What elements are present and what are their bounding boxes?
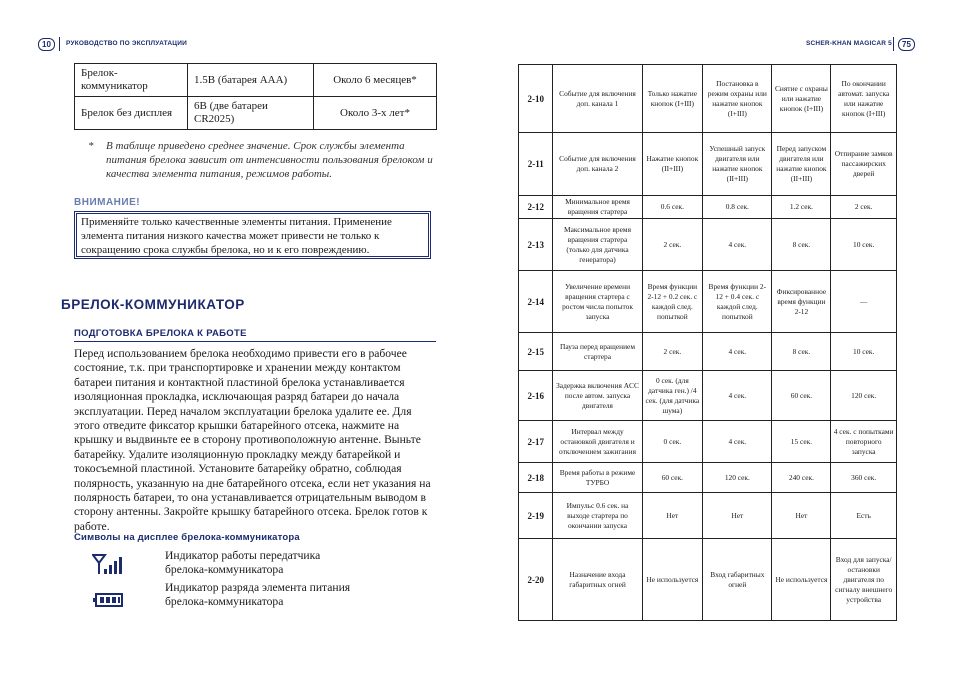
table-row xyxy=(519,371,897,421)
warning-text: Применяйте только качественные элементы питания. Применение элемента питания низкого качества может привести не только к сокращению срока службы брелока, но и к его повреждению. xyxy=(81,216,392,256)
setting-id: 2-16 xyxy=(519,371,553,421)
setting-value-3: Не используется xyxy=(772,539,831,621)
settings-table xyxy=(518,64,897,621)
setting-value-2: Время функции 2-12 + 0.4 сек. с каждой след. попыткой xyxy=(703,271,772,333)
setting-id: 2-14 xyxy=(519,271,553,333)
footnote-mark: * xyxy=(88,140,94,152)
table-row xyxy=(519,271,897,333)
setting-description: Увеличение времени вращения стартера с ростом числа попыток запуска xyxy=(553,271,642,333)
warning-title: ВНИМАНИЕ! xyxy=(74,197,141,208)
setting-value-2: 4 сек. xyxy=(703,371,772,421)
setting-value-2: 0.8 сек. xyxy=(703,196,772,219)
table-row xyxy=(519,133,897,196)
battery-device-cell: Брелок-коммуникатор xyxy=(75,64,188,97)
header-divider xyxy=(59,37,60,51)
table-row xyxy=(75,97,437,130)
table-row xyxy=(519,196,897,219)
table-row xyxy=(519,219,897,271)
battery-level-icon xyxy=(92,592,124,608)
setting-value-3: 60 сек. xyxy=(772,371,831,421)
subsection-title: ПОДГОТОВКА БРЕЛОКА К РАБОТЕ xyxy=(74,328,247,339)
body-paragraph: Перед использованием брелока необходимо привести его в рабочее состояние, т.к. при транспортировке и хранении между контактом батареи питания и контактной пластиной брелока устанавливается изоляционная прокладка, исключающая разряд батареи до начала эксплуатации. Перед началом эксплуатации брелока удалите ее. Для этого отведите фиксатор крышки батарейного отсека, нажмите на крышку и выдвиньте ее в сторону противоположную антенне. Выньте батарейку. Удалите изоляционную прокладку между батарейкой и токосъемной пластиной. Установите батарейку обратно, соблюдая полярность, указанную на дне батарейного отсека, если нет указания на полярность батареи, то она устанавливается отрицательным выводом в сторону антенны. Закройте крышку батарейного отсека. Брелок готов к работе. xyxy=(74,347,431,533)
setting-value-3: Нет xyxy=(772,493,831,539)
setting-value-4: 2 сек. xyxy=(831,196,897,219)
subsection-underline xyxy=(74,341,436,342)
setting-id: 2-15 xyxy=(519,333,553,371)
setting-value-3: 240 сек. xyxy=(772,463,831,493)
setting-description: Событие для включения доп. канала 2 xyxy=(553,133,642,196)
setting-value-4: По окончании автомат. запуска или нажатие кнопок (I+III) xyxy=(831,65,897,133)
setting-value-4: 4 сек. с попытками повторного запуска xyxy=(831,421,897,463)
setting-description: Назначение входа габаритных огней xyxy=(553,539,642,621)
setting-value-4: Есть xyxy=(831,493,897,539)
setting-value-2: 120 сек. xyxy=(703,463,772,493)
setting-value-1: 0 сек. xyxy=(642,421,703,463)
setting-value-3: 8 сек. xyxy=(772,333,831,371)
battery-table xyxy=(74,63,437,130)
setting-value-3: Фиксированное время функции 2-12 xyxy=(772,271,831,333)
table-row xyxy=(519,65,897,133)
symbol-description: Индикатор разряда элемента питания брелока-коммуникатора xyxy=(165,581,351,608)
battery-type-cell: 1.5В (батарея ААА) xyxy=(188,64,314,97)
table-row xyxy=(519,421,897,463)
battery-type-cell: 6В (две батареи CR2025) xyxy=(188,97,314,130)
setting-value-3: Снятие с охраны или нажатие кнопок (I+III) xyxy=(772,65,831,133)
right-header-title: SCHER-KHAN MAGICAR 5 xyxy=(806,40,892,47)
setting-id: 2-19 xyxy=(519,493,553,539)
setting-value-2: Вход габаритных огней xyxy=(703,539,772,621)
left-page-number: 10 xyxy=(38,38,55,51)
setting-value-3: 8 сек. xyxy=(772,219,831,271)
section-title: БРЕЛОК-КОММУНИКАТОР xyxy=(61,297,245,312)
setting-value-4: Отпирание замков пассажирских дверей xyxy=(831,133,897,196)
battery-life-cell: Около 6 месяцев* xyxy=(314,64,437,97)
setting-value-2: 4 сек. xyxy=(703,333,772,371)
setting-description: Импульс 0.6 сек. на выходе стартера по окончании запуска xyxy=(553,493,642,539)
setting-value-4: 360 сек. xyxy=(831,463,897,493)
setting-value-3: 1.2 сек. xyxy=(772,196,831,219)
warning-box xyxy=(74,211,431,259)
setting-value-4: — xyxy=(831,271,897,333)
setting-value-1: 0.6 сек. xyxy=(642,196,703,219)
header-divider xyxy=(893,37,894,51)
setting-value-2: Успешный запуск двигателя или нажатие кнопок (II+III) xyxy=(703,133,772,196)
setting-value-4: 10 сек. xyxy=(831,219,897,271)
setting-id: 2-20 xyxy=(519,539,553,621)
setting-value-2: Нет xyxy=(703,493,772,539)
table-row xyxy=(519,333,897,371)
setting-value-2: 4 сек. xyxy=(703,421,772,463)
setting-id: 2-10 xyxy=(519,65,553,133)
setting-value-1: Время функции 2-12 + 0.2 сек. с каждой след. попыткой xyxy=(642,271,703,333)
symbol-description: Индикатор работы передатчика брелока-коммуникатора xyxy=(165,549,321,576)
signal-antenna-icon xyxy=(92,552,124,576)
setting-value-1: 0 сек. (для датчика ген.) /4 сек. (для датчика шума) xyxy=(642,371,703,421)
table-row xyxy=(519,463,897,493)
left-header-title: РУКОВОДСТВО ПО ЭКСПЛУАТАЦИИ xyxy=(66,40,187,47)
setting-value-3: 15 сек. xyxy=(772,421,831,463)
footnote-text: В таблице приведено среднее значение. Срок службы элемента питания брелока зависит от интенсивности пользования брелоком и качества элемента питания, режимов работы. xyxy=(106,140,433,180)
battery-device-cell: Брелок без дисплея xyxy=(75,97,188,130)
setting-value-1: Только нажатие кнопок (I+III) xyxy=(642,65,703,133)
setting-description: Максимальное время вращения стартера (только для датчика генератора) xyxy=(553,219,642,271)
setting-id: 2-12 xyxy=(519,196,553,219)
right-page-number: 75 xyxy=(898,38,915,51)
setting-id: 2-18 xyxy=(519,463,553,493)
table-row xyxy=(75,64,437,97)
setting-description: Пауза перед вращением стартера xyxy=(553,333,642,371)
setting-description: Событие для включения доп. канала 1 xyxy=(553,65,642,133)
setting-value-1: 60 сек. xyxy=(642,463,703,493)
setting-value-2: Постановка в режим охраны или нажатие кнопок (I+III) xyxy=(703,65,772,133)
setting-value-4: 10 сек. xyxy=(831,333,897,371)
setting-value-1: Нажатие кнопок (II+III) xyxy=(642,133,703,196)
setting-value-2: 4 сек. xyxy=(703,219,772,271)
setting-value-1: Не используется xyxy=(642,539,703,621)
setting-value-4: Вход для запуска/остановки двигателя по сигналу внешнего устройства xyxy=(831,539,897,621)
battery-life-cell: Около 3-х лет* xyxy=(314,97,437,130)
setting-description: Минимальное время вращения стартера xyxy=(553,196,642,219)
setting-value-3: Перед запуском двигателя или нажатие кнопок (II+III) xyxy=(772,133,831,196)
setting-value-1: 2 сек. xyxy=(642,333,703,371)
symbols-title: Символы на дисплее брелока-коммуникатора xyxy=(74,532,300,543)
table-row xyxy=(519,493,897,539)
setting-description: Интервал между остановкой двигателя и отключением зажигания xyxy=(553,421,642,463)
table-row xyxy=(519,539,897,621)
setting-value-1: 2 сек. xyxy=(642,219,703,271)
setting-id: 2-17 xyxy=(519,421,553,463)
setting-id: 2-13 xyxy=(519,219,553,271)
setting-id: 2-11 xyxy=(519,133,553,196)
setting-value-1: Нет xyxy=(642,493,703,539)
setting-description: Время работы в режиме ТУРБО xyxy=(553,463,642,493)
setting-description: Задержка включения ACC после автом. запуска двигателя xyxy=(553,371,642,421)
setting-value-4: 120 сек. xyxy=(831,371,897,421)
